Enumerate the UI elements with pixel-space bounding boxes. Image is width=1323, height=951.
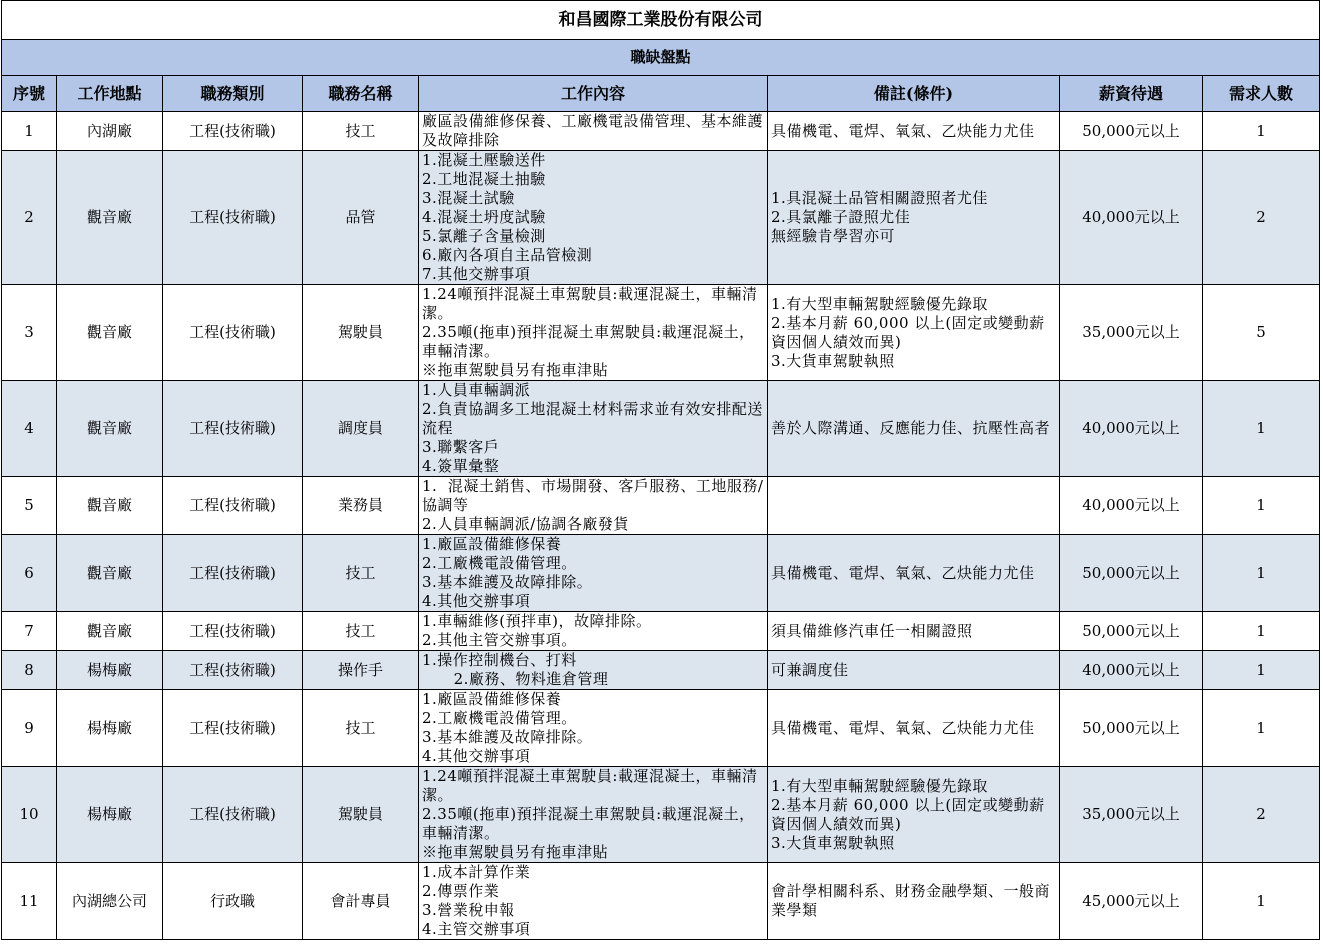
headcount: 2 [1203, 151, 1320, 285]
job-category: 工程(技術職) [163, 112, 303, 151]
job-content: 廠區設備維修保養、工廠機電設備管理、基本維護及故障排除 [419, 112, 768, 151]
headcount: 5 [1203, 285, 1320, 381]
job-title: 技工 [303, 690, 419, 767]
job-category: 工程(技術職) [163, 381, 303, 477]
work-location: 觀音廠 [57, 151, 163, 285]
job-category: 工程(技術職) [163, 151, 303, 285]
column-header: 工作內容 [419, 76, 768, 112]
job-content: 1.廠區設備維修保養 2.工廠機電設備管理。 3.基本維護及故障排除。 4.其他交辦事項 [419, 535, 768, 612]
table-row [2, 651, 1320, 690]
job-title: 駕駛員 [303, 767, 419, 863]
salary: 40,000元以上 [1060, 651, 1203, 690]
headcount: 1 [1203, 477, 1320, 535]
job-title: 技工 [303, 112, 419, 151]
headcount: 1 [1203, 112, 1320, 151]
headcount: 1 [1203, 863, 1320, 940]
job-content: 1.成本計算作業 2.傳票作業 3.營業稅申報 4.主管交辦事項 [419, 863, 768, 940]
salary: 35,000元以上 [1060, 767, 1203, 863]
column-header: 薪資待遇 [1060, 76, 1203, 112]
table-row [2, 477, 1320, 535]
job-title: 調度員 [303, 381, 419, 477]
column-header: 備註(條件) [768, 76, 1060, 112]
job-content: 1.廠區設備維修保養 2.工廠機電設備管理。 3.基本維護及故障排除。 4.其他交辦事項 [419, 690, 768, 767]
job-category: 行政職 [163, 863, 303, 940]
row-number: 5 [2, 477, 57, 535]
job-requirements: 善於人際溝通、反應能力佳、抗壓性高者 [768, 381, 1060, 477]
column-header: 工作地點 [57, 76, 163, 112]
row-number: 6 [2, 535, 57, 612]
row-number: 8 [2, 651, 57, 690]
job-content: 1.操作控制機台、打料 2.廠務、物料進倉管理 [419, 651, 768, 690]
salary: 35,000元以上 [1060, 285, 1203, 381]
job-requirements [768, 477, 1060, 535]
job-category: 工程(技術職) [163, 535, 303, 612]
section-title: 職缺盤點 [2, 40, 1320, 76]
headcount: 1 [1203, 535, 1320, 612]
table-row [2, 285, 1320, 381]
column-header: 需求人數 [1203, 76, 1320, 112]
table-row [2, 863, 1320, 940]
salary: 45,000元以上 [1060, 863, 1203, 940]
work-location: 內湖廠 [57, 112, 163, 151]
job-requirements: 具備機電、電焊、氧氣、乙炔能力尤佳 [768, 690, 1060, 767]
job-content: 1.車輛維修(預拌車)，故障排除。 2.其他主管交辦事項。 [419, 612, 768, 651]
table-row [2, 535, 1320, 612]
job-requirements: 可兼調度佳 [768, 651, 1060, 690]
job-vacancy-table [1, 0, 1320, 940]
salary: 40,000元以上 [1060, 151, 1203, 285]
job-requirements: 具備機電、電焊、氧氣、乙炔能力尤佳 [768, 535, 1060, 612]
work-location: 觀音廠 [57, 285, 163, 381]
row-number: 4 [2, 381, 57, 477]
job-title: 駕駛員 [303, 285, 419, 381]
table-row [2, 151, 1320, 285]
work-location: 內湖總公司 [57, 863, 163, 940]
work-location: 楊梅廠 [57, 690, 163, 767]
row-number: 7 [2, 612, 57, 651]
row-number: 9 [2, 690, 57, 767]
job-requirements: 具備機電、電焊、氧氣、乙炔能力尤佳 [768, 112, 1060, 151]
work-location: 觀音廠 [57, 477, 163, 535]
job-category: 工程(技術職) [163, 767, 303, 863]
headcount: 1 [1203, 690, 1320, 767]
work-location: 楊梅廠 [57, 651, 163, 690]
salary: 50,000元以上 [1060, 690, 1203, 767]
table-row [2, 767, 1320, 863]
table-row [2, 381, 1320, 477]
header-row [2, 76, 1320, 112]
headcount: 1 [1203, 381, 1320, 477]
row-number: 3 [2, 285, 57, 381]
table-row [2, 612, 1320, 651]
job-category: 工程(技術職) [163, 690, 303, 767]
salary: 40,000元以上 [1060, 381, 1203, 477]
row-number: 10 [2, 767, 57, 863]
job-requirements: 1.有大型車輛駕駛經驗優先錄取 2.基本月薪 60,000 以上(固定或變動薪資因個人績效而異) 3.大貨車駕駛執照 [768, 767, 1060, 863]
row-number: 11 [2, 863, 57, 940]
salary: 50,000元以上 [1060, 612, 1203, 651]
headcount: 1 [1203, 612, 1320, 651]
job-content: 1. 混凝土銷售、市場開發、客戶服務、工地服務/協調等 2.人員車輛調派/協調各廠發貨 [419, 477, 768, 535]
column-header: 序號 [2, 76, 57, 112]
job-category: 工程(技術職) [163, 612, 303, 651]
job-category: 工程(技術職) [163, 477, 303, 535]
job-category: 工程(技術職) [163, 651, 303, 690]
table-row [2, 112, 1320, 151]
job-content: 1.24噸預拌混凝土車駕駛員:載運混凝土，車輛清潔。 2.35噸(拖車)預拌混凝土車駕駛員:載運混凝土，車輛清潔。 ※拖車駕駛員另有拖車津貼 [419, 285, 768, 381]
work-location: 觀音廠 [57, 612, 163, 651]
salary: 50,000元以上 [1060, 535, 1203, 612]
job-title: 品管 [303, 151, 419, 285]
job-requirements: 須具備維修汽車任一相關證照 [768, 612, 1060, 651]
job-title: 會計專員 [303, 863, 419, 940]
job-title: 業務員 [303, 477, 419, 535]
work-location: 觀音廠 [57, 381, 163, 477]
column-header: 職務名稱 [303, 76, 419, 112]
work-location: 觀音廠 [57, 535, 163, 612]
job-requirements: 會計學相關科系、財務金融學類、一般商業學類 [768, 863, 1060, 940]
company-title: 和昌國際工業股份有限公司 [2, 1, 1320, 40]
salary: 50,000元以上 [1060, 112, 1203, 151]
work-location: 楊梅廠 [57, 767, 163, 863]
job-content: 1.混凝土壓驗送件 2.工地混凝土抽驗 3.混凝土試驗 4.混凝土坍度試驗 5.氯離子含量檢測 6.廠內各項自主品管檢測 7.其他交辦事項 [419, 151, 768, 285]
job-title: 操作手 [303, 651, 419, 690]
job-requirements: 1.具混凝土品管相關證照者尤佳 2.具氯離子證照尤佳 無經驗肯學習亦可 [768, 151, 1060, 285]
job-category: 工程(技術職) [163, 285, 303, 381]
column-header: 職務類別 [163, 76, 303, 112]
row-number: 2 [2, 151, 57, 285]
salary: 40,000元以上 [1060, 477, 1203, 535]
job-title: 技工 [303, 612, 419, 651]
headcount: 2 [1203, 767, 1320, 863]
job-requirements: 1.有大型車輛駕駛經驗優先錄取 2.基本月薪 60,000 以上(固定或變動薪資因個人績效而異) 3.大貨車駕駛執照 [768, 285, 1060, 381]
row-number: 1 [2, 112, 57, 151]
job-title: 技工 [303, 535, 419, 612]
job-content: 1.24噸預拌混凝土車駕駛員:載運混凝土，車輛清潔。 2.35噸(拖車)預拌混凝土車駕駛員:載運混凝土，車輛清潔。 ※拖車駕駛員另有拖車津貼 [419, 767, 768, 863]
table-row [2, 690, 1320, 767]
headcount: 1 [1203, 651, 1320, 690]
job-content: 1.人員車輛調派 2.負責協調多工地混凝土材料需求並有效安排配送流程 3.聯繫客戶 4.簽單彙整 [419, 381, 768, 477]
